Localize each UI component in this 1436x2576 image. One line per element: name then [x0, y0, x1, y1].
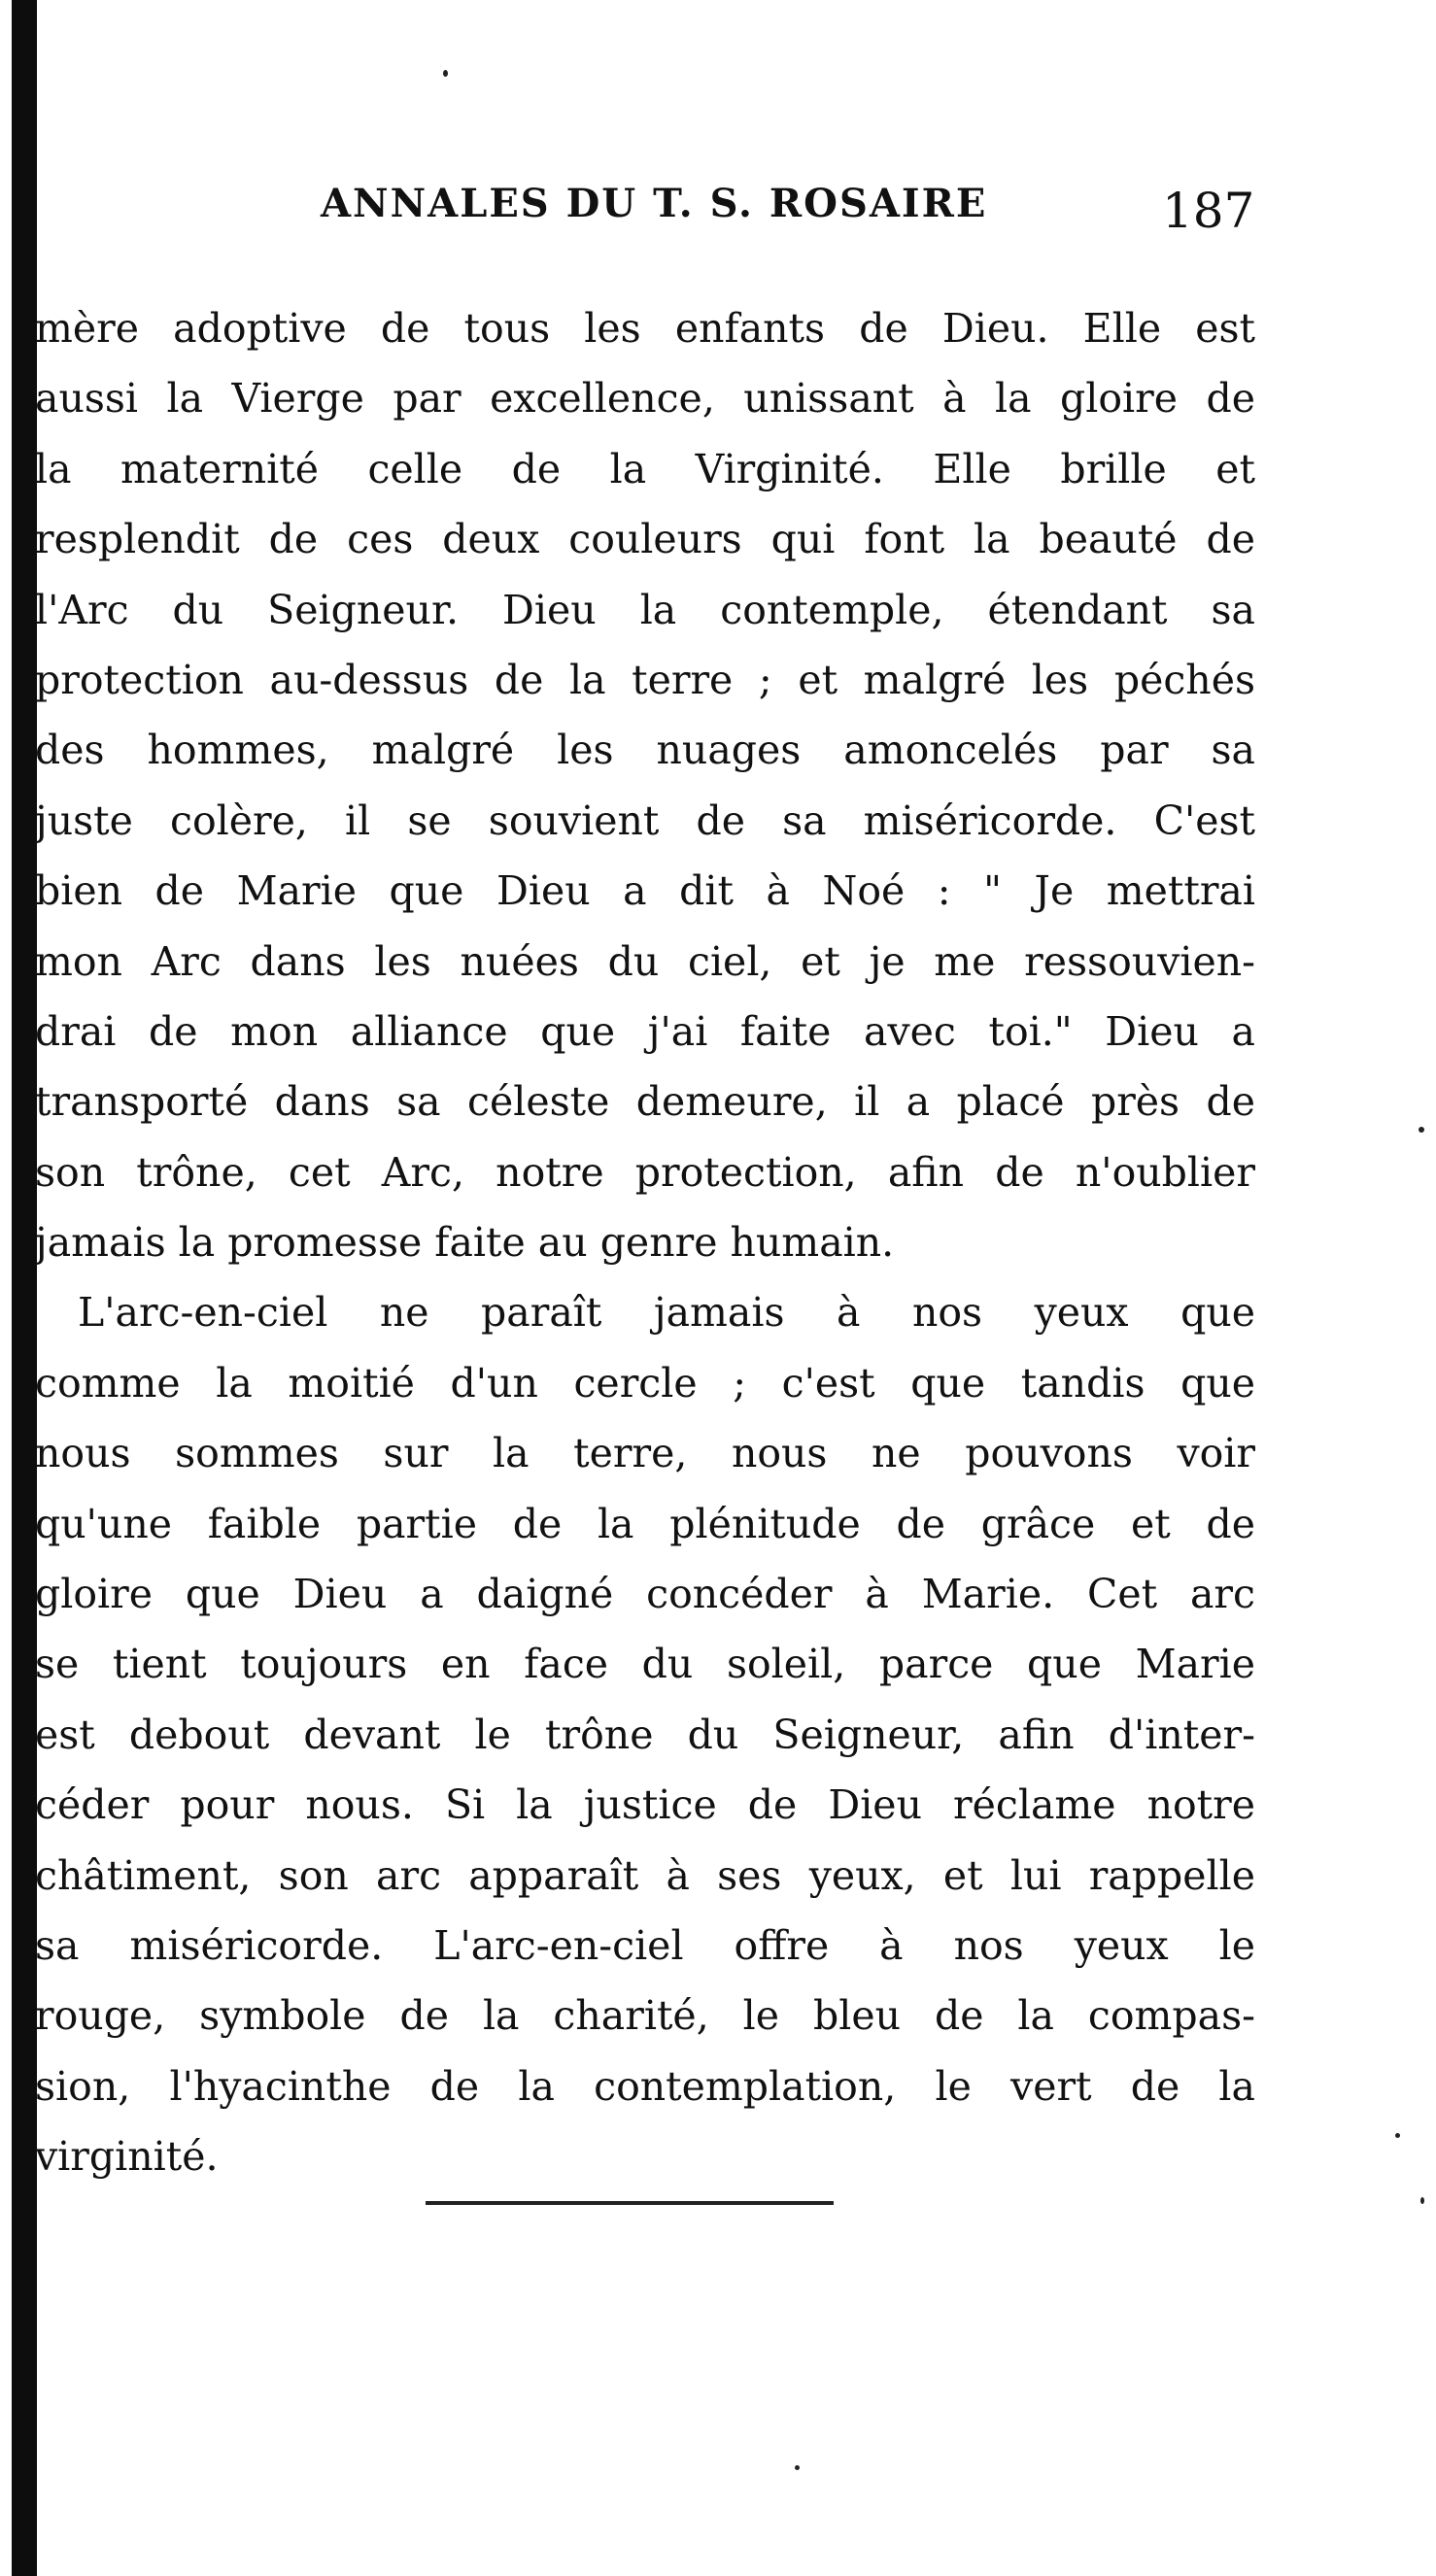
text-line: des hommes, malgré les nuages amoncelés par sa [35, 727, 1255, 774]
text-line: resplendit de ces deux couleurs qui font la beauté de [35, 516, 1255, 563]
text-line: céder pour nous. Si la justice de Dieu réclame notre [35, 1781, 1255, 1829]
text-line: jamais la promesse faite au genre humain. [35, 1219, 895, 1267]
text-line: châtiment, son arc apparaît à ses yeux, et lui rappelle [35, 1851, 1255, 1899]
text-line: comme la moitié d'un cercle ; c'est que tandis que [35, 1359, 1255, 1407]
text-line: bien de Marie que Dieu a dit à Noé : " Je mettrai [35, 867, 1255, 915]
page-number: 187 [1162, 183, 1255, 239]
body-text [35, 293, 1255, 2192]
text-line: qu'une faible partie de la plénitude de grâce et de [35, 1500, 1255, 1547]
text-line: mère adoptive de tous les enfants de Dieu. Elle est [35, 305, 1255, 352]
text-line: rouge, symbole de la charité, le bleu de la compas- [35, 1992, 1255, 2040]
paper-speck [795, 2465, 800, 2470]
paper-speck [443, 70, 448, 77]
text-line: aussi la Vierge par excellence, unissant à la gloire de [35, 375, 1255, 423]
text-line: protection au-dessus de la terre ; et malgré les péchés [35, 656, 1255, 703]
text-line: se tient toujours en face du soleil, parce que Marie [35, 1641, 1255, 1688]
text-line: la maternité celle de la Virginité. Elle brille et [35, 445, 1255, 492]
text-line: mon Arc dans les nuées du ciel, et je me ressouvien- [35, 937, 1255, 985]
text-line: gloire que Dieu a daigné concéder à Marie. Cet arc [35, 1571, 1255, 1618]
text-line: virginité. [35, 2133, 219, 2181]
text-line: nous sommes sur la terre, nous ne pouvons voir [35, 1430, 1255, 1477]
section-separator-rule [426, 2201, 834, 2205]
text-line: juste colère, il se souvient de sa miséricorde. C'est [35, 797, 1255, 844]
page-binding-edge [12, 0, 37, 2576]
text-line: est debout devant le trône du Seigneur, afin d'inter- [35, 1711, 1255, 1758]
text-line: sion, l'hyacinthe de la contemplation, le vert de la [35, 2062, 1255, 2110]
text-line: l'Arc du Seigneur. Dieu la contemple, étendant sa [35, 586, 1255, 633]
paper-speck [1420, 2197, 1424, 2204]
text-line: drai de mon alliance que j'ai faite avec toi." Dieu a [35, 1007, 1255, 1055]
text-line: L'arc-en-ciel ne paraît jamais à nos yeux que [78, 1289, 1255, 1337]
text-line: son trône, cet Arc, notre protection, afin de n'oublier [35, 1148, 1255, 1196]
text-line: sa miséricorde. L'arc-en-ciel offre à nos yeux le [35, 1921, 1255, 1969]
paper-speck [1395, 2133, 1400, 2138]
text-line: transporté dans sa céleste demeure, il a placé près de [35, 1078, 1255, 1126]
running-title: ANNALES DU T. S. ROSAIRE [321, 181, 988, 226]
paper-speck [1419, 1127, 1424, 1133]
